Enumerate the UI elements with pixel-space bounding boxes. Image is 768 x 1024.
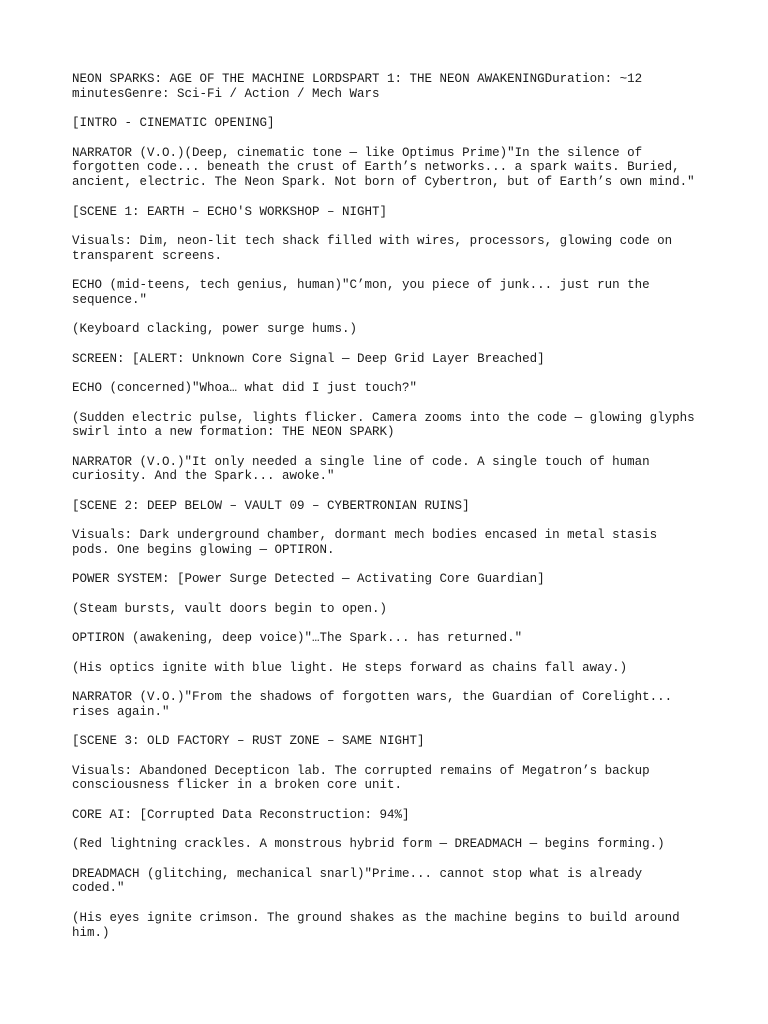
screen-alert-line: SCREEN: [ALERT: Unknown Core Signal — Deep Grid Layer Breached] [72, 351, 545, 366]
visuals-description: Visuals: Dim, neon-lit tech shack filled with wires, processors, glowing code on transparent screens. [72, 233, 673, 263]
visuals-description: Visuals: Abandoned Decepticon lab. The corrupted remains of Megatron’s backup consciousness flicker in a broken core unit. [72, 763, 650, 793]
stage-direction: (Keyboard clacking, power surge hums.) [72, 322, 358, 337]
optiron-line: OPTIRON (awakening, deep voice)"…The Spark... has returned." [72, 631, 523, 646]
stage-direction: (Steam bursts, vault doors begin to open.) [72, 601, 388, 616]
narrator-line: NARRATOR (V.O.)"It only needed a single line of code. A single touch of human curiosity. And the Spark... awoke." [72, 454, 650, 484]
stage-direction: (Sudden electric pulse, lights flicker. Camera zooms into the code — glowing glyphs swirl into a new formation: THE NEON SPARK) [72, 410, 695, 440]
narrator-line: NARRATOR (V.O.)"From the shadows of forgotten wars, the Guardian of Corelight... rises again." [72, 690, 673, 719]
stage-direction: (His optics ignite with blue light. He steps forward as chains fall away.) [72, 660, 628, 675]
section-heading-scene-1: [SCENE 1: EARTH – ECHO'S WORKSHOP – NIGHT] [72, 204, 388, 219]
narrator-line: NARRATOR (V.O.)(Deep, cinematic tone — like Optimus Prime)"In the silence of forgotten code... beneath the crust of Earth’s networks... a spark waits. Buried, ancient, electric. The Neon Spark. Not born of Cybertron, but of Earth’s own mind." [72, 145, 695, 190]
section-heading-scene-3: [SCENE 3: OLD FACTORY – RUST ZONE – SAME NIGHT] [72, 734, 425, 749]
dreadmach-line: DREADMACH (glitching, mechanical snarl)"Prime... cannot stop what is already coded." [72, 866, 643, 896]
stage-direction: (His eyes ignite crimson. The ground shakes as the machine begins to build around him.) [72, 910, 680, 940]
title-block: NEON SPARKS: AGE OF THE MACHINE LORDSPART 1: THE NEON AWAKENINGDuration: ~12 minutesGenre: Sci-Fi / Action / Mech Wars [72, 72, 643, 101]
stage-direction: (Red lightning crackles. A monstrous hybrid form — DREADMACH — begins forming.) [72, 837, 665, 852]
echo-line: ECHO (mid-teens, tech genius, human)"C’mon, you piece of junk... just run the sequence." [72, 278, 650, 307]
echo-line: ECHO (concerned)"Whoa… what did I just touch?" [72, 381, 418, 396]
power-system-line: POWER SYSTEM: [Power Surge Detected — Activating Core Guardian] [72, 572, 545, 587]
core-ai-line: CORE AI: [Corrupted Data Reconstruction: 94%] [72, 807, 410, 822]
section-heading-intro: [INTRO - CINEMATIC OPENING] [72, 116, 275, 131]
visuals-description: Visuals: Dark underground chamber, dormant mech bodies encased in metal stasis pods. One begins glowing — OPTIRON. [72, 528, 658, 558]
section-heading-scene-2: [SCENE 2: DEEP BELOW – VAULT 09 – CYBERTRONIAN RUINS] [72, 498, 470, 513]
